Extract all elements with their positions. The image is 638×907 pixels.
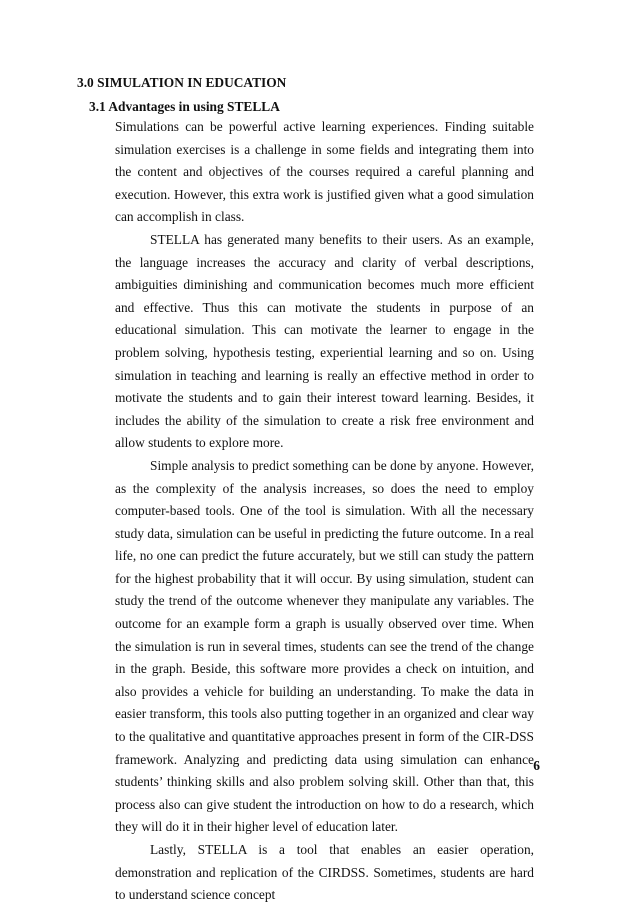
paragraph-lastly: Lastly, STELLA is a tool that enables an easier operation, demonstration and replication of the CIRDSS. Sometimes, students are hard to understand science concept <box>115 842 534 903</box>
subsection-heading: 3.1 Advantages in using STELLA <box>89 99 280 114</box>
paragraph-stella-benefits: STELLA has generated many benefits to their users. As an example, the language increases the accuracy and clarity of verbal descriptions, ambiguities diminishing and communication becomes much more efficient and effective. Thus this can motivate the students in purpose of an educational simulation. This can motivate the learner to engage in the problem solving, hypothesis testing, experiential learning and so on. Using simulation in teaching and learning is really an effective method in order to motivate the students and to gain their interest toward learning. Besides, it includes the ability of the simulation to create a risk free environment and allow students to explore more. <box>115 231 534 451</box>
section-heading: 3.0 SIMULATION IN EDUCATION <box>77 75 287 90</box>
body-text <box>115 116 534 907</box>
paragraph-simulation-analysis: Simple analysis to predict something can be done by anyone. However, as the complexity of the analysis increases, so does the need to employ computer-based tools. One of the tool is simulation. With all the necessary study data, simulation can be useful in predicting the future outcome. In a real life, no one can predict the future accurately, but we still can study the pattern for the highest probability that it will occur. By using simulation, student can study the trend of the outcome whenever they manipulate any variables. The outcome for an example form a graph is usually observed over time. When the simulation is run in several times, students can see the trend of the change in the graph. Beside, this software more provides a check on intuition, and also provides a vehicle for building an understanding. To make the data in easier transform, this tools also putting together in an organized and clear way to the qualitative and quantitative approaches present in form of the CIR-DSS framework. Analyzing and predicting data using simulation can enhance students’ thinking skills and also problem solving skill. Other than that, this process also can give student the introduction on how to do a research, which they will do it in their higher level of education later. <box>115 457 534 835</box>
page-number: 6 <box>533 758 540 773</box>
paragraph-intro: Simulations can be powerful active learning experiences. Finding suitable simulation exercises is a challenge in some fields and integrating them into the content and objectives of the courses required a careful planning and execution. However, this extra work is justified given what a good simulation can accomplish in class. <box>115 119 534 225</box>
